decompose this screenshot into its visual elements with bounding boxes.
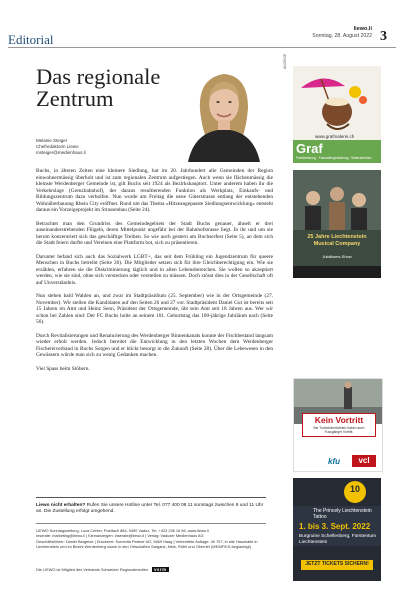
graf-banner xyxy=(293,140,381,163)
imprint-line: Inserate: marketing@liewo.li | Kleinanzeigen: inserate@liewo.li | Verlag: Vaduzer Medienhaus AG xyxy=(36,533,204,539)
paragraph: Viel Spass beim Stöbern. xyxy=(36,365,90,372)
vsrm-member-note xyxy=(36,567,268,572)
musical-sub: Jubiläums-Show xyxy=(322,254,352,259)
ad-kein-vortritt[interactable] xyxy=(293,378,383,472)
paragraph: Nun stehen bald Wahlen an, und zwar im Stadtpräsidium (25. September) wie in der Ortsgemeinde (27. November). Wir stellen die Kandidaten auf den Seiten 26 und 27 vor. Stadtpräsident Daniel Gut ist bereits seit 15 Jahren im Amt und Heinz Senn, Präsident der Ortsgemeinde, übt sein Amt seit 18 Jahren aus. Wer wir schon bei Zahlen sind: Der FC Buchs holte an seinem 101. Geburtstag das 100-jährige Jubiläum nach (Seite 56). xyxy=(36,293,273,326)
tattoo-cta[interactable]: JETZT TICKETS SICHERN! xyxy=(305,561,369,567)
section-title: Editorial xyxy=(8,32,54,47)
page-number: 3 xyxy=(380,29,387,44)
graf-tagline: Farbberatung · Fassadengestaltung · Malerarbeiten xyxy=(296,156,372,160)
tattoo-brand: The Princely Liechtenstein Tattoo xyxy=(313,508,372,520)
paragraph: Buchs, in älteren Zeiten eine kleinere Siedlung, hat im 20. Jahrhundert alle Gemeinden der Region einwohnermässig überholt und ist zum regionalen Zentrum aufgestiegen. Auch wenn sie flächenmässig die kleinste Werdenberger Gemeinde ist, gilt Buchs seit 1924 als Bezirkshauptort. Unter anderem haben ihr die Verkehrslage (Grenzbahnhof), der daraus resultierenden Funktion als Werkplatz, Einkaufs- und Bildungszentrum dazu verholfen. Nun wurde am Freitag die neue Güterstrasse entlang der entstehenden Wohnüberbauung Rhein City eröffnet. Rund um das Thema «Hitzeangepasste Siedlungsentwicklung» entsteht daraus ein Vorzeigeprojekt im Strassenbau (Seite 24). xyxy=(36,168,273,214)
author-photo xyxy=(182,60,266,162)
ad-tattoo[interactable] xyxy=(293,478,381,581)
kein-title: Kein Vortritt xyxy=(314,415,364,425)
author-name: Melanie Steiger xyxy=(36,138,68,143)
kein-sign xyxy=(302,413,376,437)
footer-rule xyxy=(36,497,266,498)
paragraph: Betrachtet man den Grundriss des Gemeindegebiets der Stadt Buchs genauer, ähnelt er drei auseinanderstrebenden Flügeln, deren Mittelpunkt ungefähr bei der Bahnhofstrasse liegt. In ihr und um sie herum konzentriert sich das geschäftige Treiben. So wie auch gestern am Buchserfest (Seite 5), an dem sich die Stadt feiern durfte und Vereinen eine Plattform bot, sich zu präsentieren. xyxy=(36,220,273,247)
imprint-line: LIEWO Sonntagszeitung, Lova Center, Postfach 884, 9490 Vaduz, Tel. +423 236 16 96, www.liewo.li xyxy=(36,528,209,533)
imprint xyxy=(36,528,268,550)
tattoo-dates: 1. bis 3. Sept. 2022 xyxy=(299,522,371,531)
ad-label: ANZEIGE xyxy=(283,53,287,69)
vsrm-text: Die LIEWO ist Mitglied des Verbands Schweizer Regionalmedien xyxy=(36,567,149,572)
brand-label[interactable]: liewo.li xyxy=(353,26,372,32)
musical-title: 25 Jahre Liechtenstein Musical Company xyxy=(307,234,367,247)
vsrm-logo: vsrm xyxy=(154,567,167,572)
musical-photo xyxy=(293,170,381,278)
imprint-line: Geschäftsführer: Daniel Bargetze | Druckerei: Somedia Partner AG, 9469 Haag | Verbreitete Auflage: 40 797, in alle Haushalte in Liechtenstein und im Bezirk Werdenberg sowie in den Ortschaften Sargans, Mels, Rüthi und Oberriet (WEMF/KS-beglaubigt) xyxy=(36,538,258,550)
author-role: Chefredaktorin Liewo xyxy=(36,144,79,150)
tattoo-badge: 10 xyxy=(349,484,360,494)
author-email[interactable]: msteiger@medienhaus.li xyxy=(36,150,86,156)
imprint-rule xyxy=(36,523,266,524)
paragraph: Darunter befand sich auch das Sozialwerk LGBT+, das seit dem Frühling ein Jugendzentrum für queere Menschen in Buchs betreibt (Seite 30). Die Mitglieder setzen sich für ihre Gleichberechtigung ein. Wie sie erzählen, erfahren sie die Diskriminierung täglich und in allen Lebensbereichen. Sie wollen so akzeptiert werden, wie sie sind, ohne sich verstecken oder verstellen zu müssen. Doch stösst dies in der Gesellschaft oft auf Unverständnis. xyxy=(36,253,273,286)
ad-graf[interactable] xyxy=(293,66,381,163)
paragraph: Durch Revitalisierungen und Renaturierung des Werdenberger Binnenkanals konnte der Fischbestand langsam wieder erholt werden. Jedoch bereitet die Entwicklung in den letzten Wochen dem Werdenberger Fischereiverband in Buchs Sorgen und er blickt besorgt in die Zukunft (Seite 28). Über die Lebewesen in den Gewässern würde man sich zu wenig Gedanken machen. xyxy=(36,332,273,359)
kein-sub: Bei Trottoirüberfahrten haben auch Fussgänger Vortritt. xyxy=(313,426,365,434)
notice-lead: Liewo nicht erhalten? xyxy=(36,503,86,508)
tattoo-place: Burgruine Schellenberg, Fürstentum Liechtenstein xyxy=(299,534,377,545)
header-rule xyxy=(8,47,396,48)
notice-text: Rufen Sie unsere Hotline unter Tel. 077 400 08 11 sonntags zwischen 9 und 11 Uhr an. Die Zustellung erfolgt umgehend. xyxy=(36,503,264,515)
vcl-logo: vcl xyxy=(352,455,376,467)
graf-name: Graf xyxy=(296,141,323,156)
article-body xyxy=(36,168,273,379)
ad-musical[interactable] xyxy=(293,170,381,278)
kfu-logo: kfu xyxy=(328,457,340,466)
article-title: Das regionale Zentrum xyxy=(36,64,161,111)
issue-date: Sonntag, 28. August 2022 xyxy=(312,33,372,39)
author-block xyxy=(36,138,86,157)
delivery-notice xyxy=(36,503,268,516)
graf-url[interactable]: www.grafmalerei.ch xyxy=(315,134,355,139)
